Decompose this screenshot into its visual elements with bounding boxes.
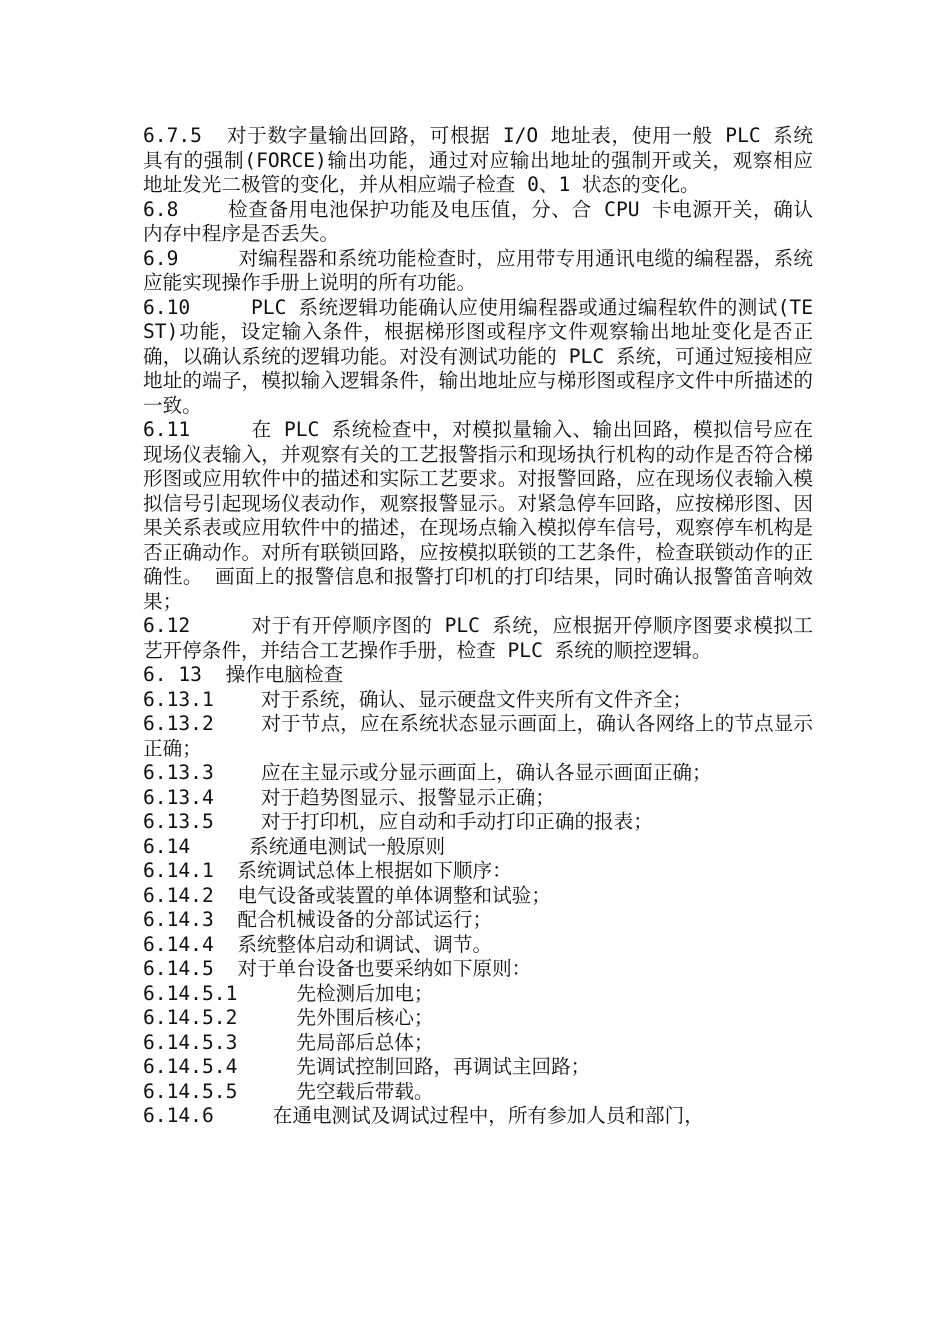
paragraph-6-14-6: 6.14.6 在通电测试及调试过程中，所有参加人员和部门， <box>143 1104 704 1127</box>
paragraph-6-13-2: 6.13.2 对于节点，应在系统状态显示画面上，确认各网络上的节点显示正确； <box>143 712 813 760</box>
paragraph-6-14-4: 6.14.4 系统整体启动和调试、调节。 <box>143 932 493 956</box>
heading-6-13: 6. 13 操作电脑检查 <box>143 663 344 686</box>
paragraph-6-13-3: 6.13.3 应在主显示或分显示画面上，确认各显示画面正确； <box>143 761 712 784</box>
paragraph-6-13-1: 6.13.1 对于系统，确认、显示硬盘文件夹所有文件齐全； <box>143 687 693 711</box>
paragraph-6-9: 6.9 对编程器和系统功能检查时，应用带专用通讯电缆的编程器，系统应能实现操作手册上说明的所有功能。 <box>143 246 813 294</box>
heading-6-14: 6.14 系统通电测试一般原则 <box>143 834 446 858</box>
paragraph-6-13-4: 6.13.4 对于趋势图显示、报警显示正确； <box>143 785 555 809</box>
paragraph-6-14-5-3: 6.14.5.3 先局部后总体； <box>143 1030 434 1054</box>
paragraph-6-14-5-1: 6.14.5.1 先检测后加电； <box>143 981 434 1005</box>
paragraph-6-10: 6.10 PLC 系统逻辑功能确认应使用编程器或通过编程软件的测试(TEST)功能，设定输入条件，根据梯形图或程序文件观察输出地址变化是否正确，以确认系统的逻辑功能。对没有测试功能的 PLC 系统，可通过短接相应地址的端子，模拟输入逻辑条件，输出地址应与梯形图或程序文件中所描述的一致。 <box>143 295 813 417</box>
paragraph-6-14-5-2: 6.14.5.2 先外围后核心； <box>143 1006 434 1029</box>
paragraph-6-14-5: 6.14.5 对于单台设备也要采纳如下原则： <box>143 957 532 980</box>
paragraph-6-14-1: 6.14.1 系统调试总体上根据如下顺序： <box>143 859 512 882</box>
paragraph-6-11: 6.11 在 PLC 系统检查中，对模拟量输入、输出回路，模拟信号应在现场仪表输入，并观察有关的工艺报警指示和现场执行机构的动作是否符合梯形图或应用软件中的描述和实际工艺要求。对报警回路，应在现场仪表输入模拟信号引起现场仪表动作，观察报警显示。对紧急停车回路，应按梯形图、因果关系表或应用软件中的描述，在现场点输入模拟停车信号，观察停车机构是否正确动作。对所有联锁回路，应按模拟联锁的工艺条件，检查联锁动作的正确性。 画面上的报警信息和报警打印机的打印结果，同时确认报警笛音响效果； <box>143 418 813 613</box>
document-body <box>143 124 813 1129</box>
paragraph-6-14-5-4: 6.14.5.4 先调试控制回路，再调试主回路； <box>143 1055 591 1078</box>
paragraph-6-13-5: 6.13.5 对于打印机，应自动和手动打印正确的报表； <box>143 810 653 833</box>
paragraph-6-14-5-5: 6.14.5.5 先空载后带载。 <box>143 1079 434 1103</box>
paragraph-6-12: 6.12 对于有开停顺序图的 PLC 系统，应根据开停顺序图要求模拟工艺开停条件，并结合工艺操作手册，检查 PLC 系统的顺控逻辑。 <box>143 614 813 662</box>
paragraph-6-14-2: 6.14.2 电气设备或装置的单体调整和试验； <box>143 883 551 907</box>
paragraph-6-7-5: 6.7.5 对于数字量输出回路，可根据 I/O 地址表，使用一般 PLC 系统具有的强制(FORCE)输出功能，通过对应输出地址的强制开或关，观察相应地址发光二极管的变化，并从相应端子检查 0、1 状态的变化。 <box>143 124 813 196</box>
paragraph-6-8: 6.8 检查备用电池保护功能及电压值，分、合 CPU 卡电源开关，确认内存中程序是否丢失。 <box>143 197 813 245</box>
paragraph-6-14-3: 6.14.3 配合机械设备的分部试运行； <box>143 908 493 931</box>
